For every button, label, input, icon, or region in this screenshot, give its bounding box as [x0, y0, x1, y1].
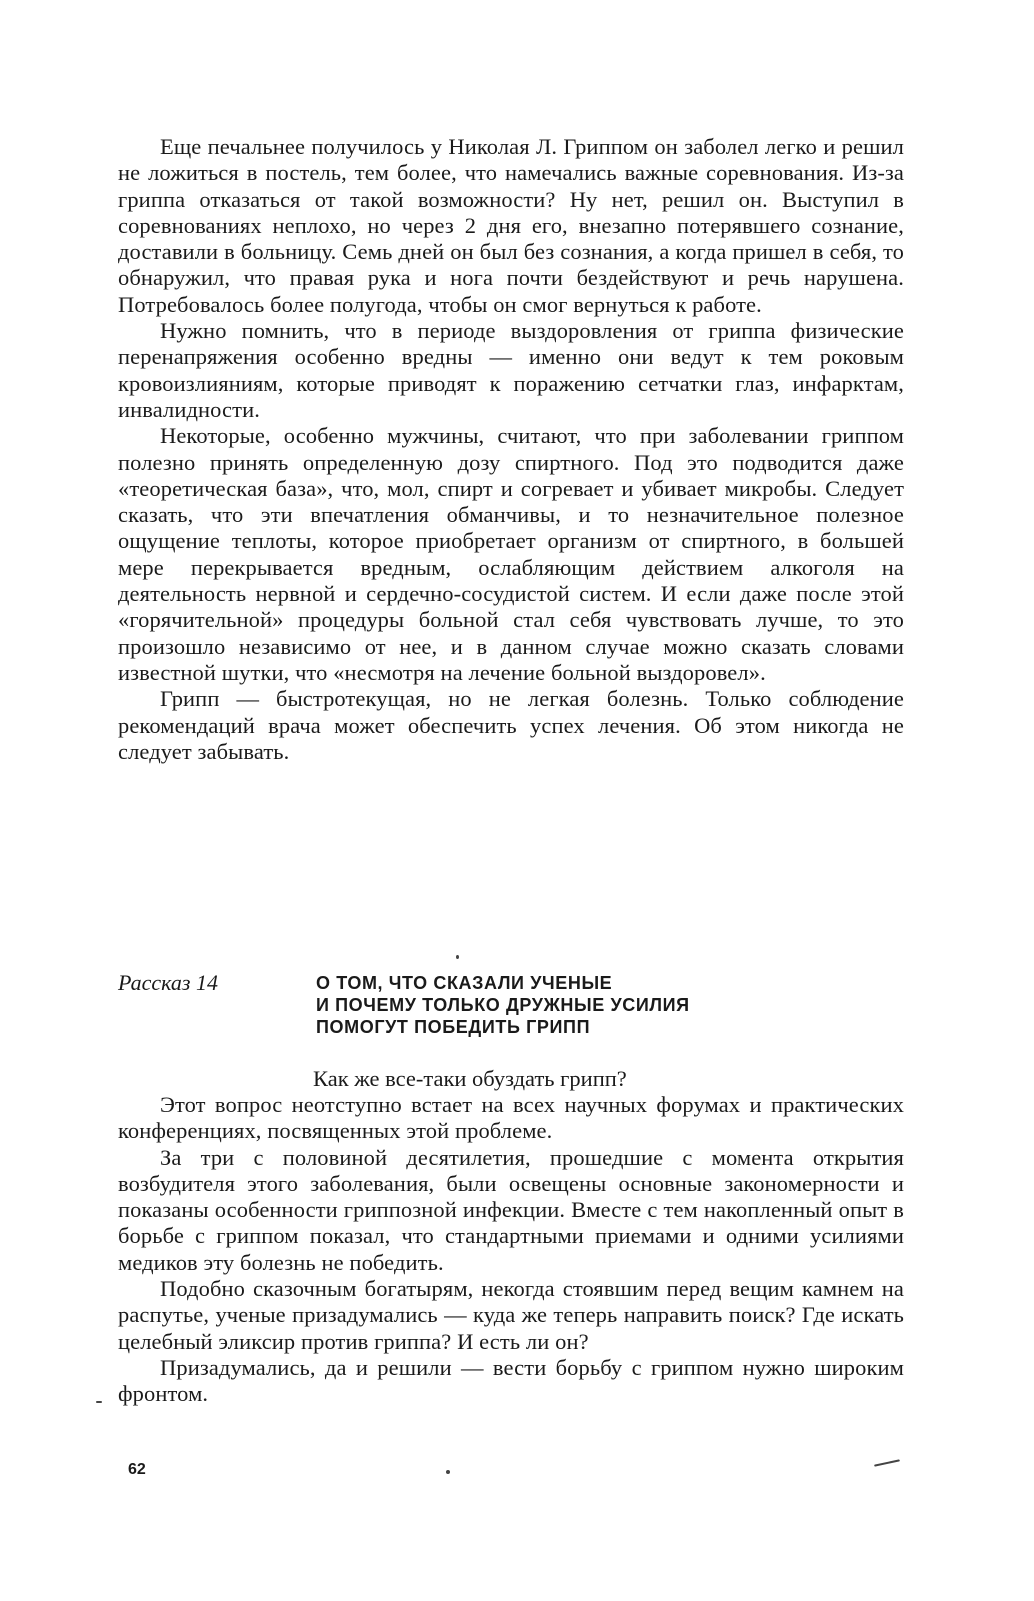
opening-question: Как же все-таки обуздать грипп? — [313, 1066, 627, 1091]
paragraph: Этот вопрос неотступно встает на всех научных форумах и практических конференциях, посвященных этой проблеме. — [118, 1092, 904, 1144]
top-text-block — [118, 134, 904, 765]
scan-speck — [96, 1401, 102, 1403]
story-title-line: И ПОЧЕМУ ТОЛЬКО ДРУЖНЫЕ УСИЛИЯ — [316, 995, 690, 1015]
story-number-label: Рассказ 14 — [118, 970, 218, 995]
story-title-line: О ТОМ, ЧТО СКАЗАЛИ УЧЕНЫЕ — [316, 973, 613, 993]
story-title — [316, 972, 906, 1038]
paragraph: Подобно сказочным богатырям, некогда стоявшим перед вещим камнем на распутье, ученые призадумались — куда же теперь направить поиск? Где искать целебный эликсир против гриппа? И есть ли он? — [118, 1276, 904, 1354]
scan-speck — [446, 1470, 450, 1474]
paragraph: Еще печальнее получилось у Николая Л. Гриппом он заболел легко и решил не ложиться в постель, тем более, что намечались важные соревнования. Из-за гриппа отказаться от такой возможности? Ну нет, решил он. Выступил в соревнованиях неплохо, но через 2 дня его, внезапно потерявшего сознание, доставили в больницу. Семь дней он был без сознания, а когда пришел в себя, то обнаружил, что правая рука и нога почти бездействуют и речь нарушена. Потребовалось более полугода, чтобы он смог вернуться к работе. — [118, 134, 904, 317]
paragraph: Нужно помнить, что в периоде выздоровления от гриппа физические перенапряжения особенно вредны — именно они ведут к тем роковым кровоизлияниям, которые приводят к поражению сетчатки глаз, инфарктам, инвалидности. — [118, 318, 904, 422]
paragraph: За три с половиной десятилетия, прошедшие с момента открытия возбудителя этого заболевания, были освещены основные закономерности и показаны особенности гриппозной инфекции. Вместе с тем накопленный опыт в борьбе с гриппом показал, что стандартными приемами и одними усилиями медиков эту болезнь не победить. — [118, 1144, 904, 1275]
story-header — [118, 968, 904, 1040]
paragraph: Призадумались, да и решили — вести борьбу с гриппом нужно широким фронтом. — [118, 1354, 904, 1407]
paragraph: Некоторые, особенно мужчины, считают, что при заболевании гриппом полезно принять определенную дозу спиртного. Под это подводится даже «теоретическая база», что, мол, спирт и согревает и убивает микробы. Следует сказать, что эти впечатления обманчивы, и то незначительное полезное ощущение теплоты, которое приобретает организм от спиртного, в большей мере перекрывается вредным, ослабляющим действием алкоголя на деятельность нервной и сердечно-сосудистой систем. И если даже после этой «горячительной» процедуры больной стал себя чувствовать лучше, то это произошло независимо от нее, и в данном случае можно сказать словами известной шутки, что «несмотря на лечение больной выздоровел». — [118, 423, 904, 685]
page-number: 62 — [128, 1461, 146, 1478]
story-title-line: ПОМОГУТ ПОБЕДИТЬ ГРИПП — [316, 1017, 591, 1037]
paragraph: Грипп — быстротекущая, но не легкая болезнь. Только соблюдение рекомендаций врача может обеспечить успех лечения. Об этом никогда не следует забывать. — [118, 686, 904, 764]
scan-speck — [874, 1459, 900, 1466]
bottom-text-block — [118, 1092, 904, 1408]
scan-speck — [456, 955, 459, 959]
